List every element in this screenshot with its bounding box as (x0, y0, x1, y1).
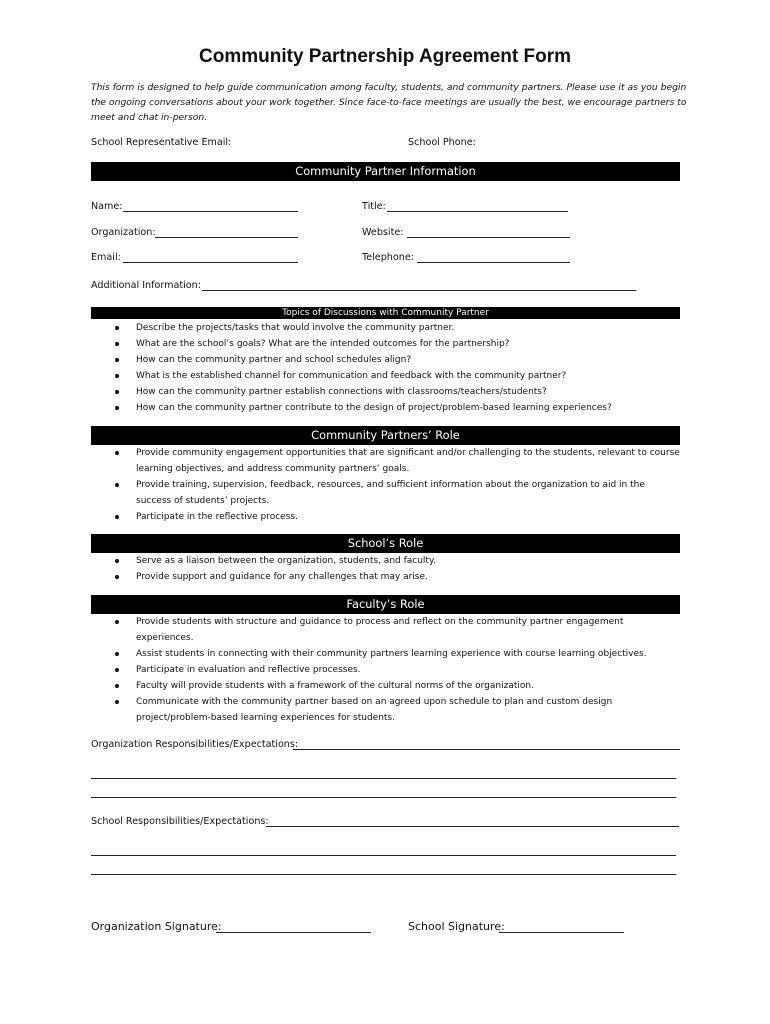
partner-name-field[interactable] (123, 211, 298, 212)
partner-email-field[interactable] (123, 262, 298, 263)
schools-role-list (91, 553, 680, 585)
partners-role-list (91, 445, 680, 525)
bullet-icon (115, 684, 119, 688)
partner-name-label: Name: (91, 201, 123, 212)
partner-info-header: Community Partner Information (91, 162, 680, 181)
school-responsibilities-line[interactable] (91, 874, 676, 875)
partner-telephone-label: Telephone: (362, 252, 414, 263)
school-responsibilities-field[interactable] (266, 826, 679, 827)
partner-telephone-field[interactable] (417, 262, 570, 263)
list-item: What are the school’s goals? What are the intended outcomes for the partnership? (91, 336, 680, 352)
form-title: Community Partnership Agreement Form (199, 46, 571, 67)
partner-organization-label: Organization: (91, 227, 156, 238)
bullet-icon (115, 652, 119, 656)
form-intro: This form is designed to help guide communication among faculty, students, and community partners. Please use it as you begin the ongoing conversations about your work together. Since face-to-face meetings are usually the best, we encourage partners to meet and chat in-person. (91, 82, 687, 123)
school-responsibilities-label: School Responsibilities/Expectations: (91, 816, 269, 827)
list-item: Participate in evaluation and reflective processes. (91, 662, 680, 678)
school-rep-email-label: School Representative Email: (91, 137, 232, 148)
org-responsibilities-field[interactable] (293, 749, 680, 750)
additional-info-label: Additional Information: (91, 280, 201, 291)
bullet-icon (115, 559, 119, 563)
school-responsibilities-line[interactable] (91, 855, 676, 856)
list-item: Describe the projects/tasks that would involve the community partner. (91, 320, 680, 336)
list-item: Provide students with structure and guidance to process and reflect on the community partner engagement experiences. (91, 614, 680, 646)
school-signature-label: School Signature: (408, 920, 505, 933)
org-responsibilities-line[interactable] (91, 778, 676, 779)
list-item: Faculty will provide students with a framework of the cultural norms of the organization. (91, 678, 680, 694)
bullet-icon (115, 358, 119, 362)
bullet-icon (115, 406, 119, 410)
faculty-role-list (91, 614, 680, 726)
partner-organization-field[interactable] (155, 237, 298, 238)
list-item: What is the established channel for communication and feedback with the community partner? (91, 368, 680, 384)
topics-header: Topics of Discussions with Community Partner (91, 307, 680, 319)
partners-role-header: Community Partners’ Role (91, 426, 680, 445)
additional-info-field[interactable] (202, 290, 636, 291)
org-signature-label: Organization Signature: (91, 920, 222, 933)
bullet-icon (115, 326, 119, 330)
school-phone-label: School Phone: (408, 137, 476, 148)
partner-title-label: Title: (362, 201, 386, 212)
list-item: Provide community engagement opportunities that are significant and/or challenging to the students, relevant to course learning objectives, and address community partners’ goals. (91, 445, 680, 477)
bullet-icon (115, 700, 119, 704)
list-item: Provide training, supervision, feedback, resources, and sufficient information about the organization to aid in the success of students’ projects. (91, 477, 680, 509)
list-item: How can the community partner establish connections with classrooms/teachers/students? (91, 384, 680, 400)
bullet-icon (115, 451, 119, 455)
partner-email-label: Email: (91, 252, 121, 263)
bullet-icon (115, 390, 119, 394)
org-signature-field[interactable] (216, 932, 371, 933)
school-signature-field[interactable] (499, 932, 624, 933)
org-responsibilities-label: Organization Responsibilities/Expectations: (91, 739, 299, 750)
org-responsibilities-line[interactable] (91, 797, 676, 798)
list-item: How can the community partner and school schedules align? (91, 352, 680, 368)
topics-list (91, 320, 680, 416)
faculty-role-header: Faculty’s Role (91, 595, 680, 614)
bullet-icon (115, 575, 119, 579)
bullet-icon (115, 342, 119, 346)
list-item: How can the community partner contribute to the design of project/problem-based learning experiences? (91, 400, 680, 416)
list-item: Participate in the reflective process. (91, 509, 680, 525)
list-item: Communicate with the community partner based on an agreed upon schedule to plan and custom design project/problem-based learning experiences for students. (91, 694, 680, 726)
partner-title-field[interactable] (387, 211, 568, 212)
bullet-icon (115, 620, 119, 624)
schools-role-header: School’s Role (91, 534, 680, 553)
bullet-icon (115, 668, 119, 672)
bullet-icon (115, 374, 119, 378)
partner-website-label: Website: (362, 227, 404, 238)
bullet-icon (115, 483, 119, 487)
list-item: Serve as a liaison between the organization, students, and faculty. (91, 553, 680, 569)
list-item: Assist students in connecting with their community partners learning experience with course learning objectives. (91, 646, 680, 662)
bullet-icon (115, 515, 119, 519)
list-item: Provide support and guidance for any challenges that may arise. (91, 569, 680, 585)
partner-website-field[interactable] (407, 237, 570, 238)
